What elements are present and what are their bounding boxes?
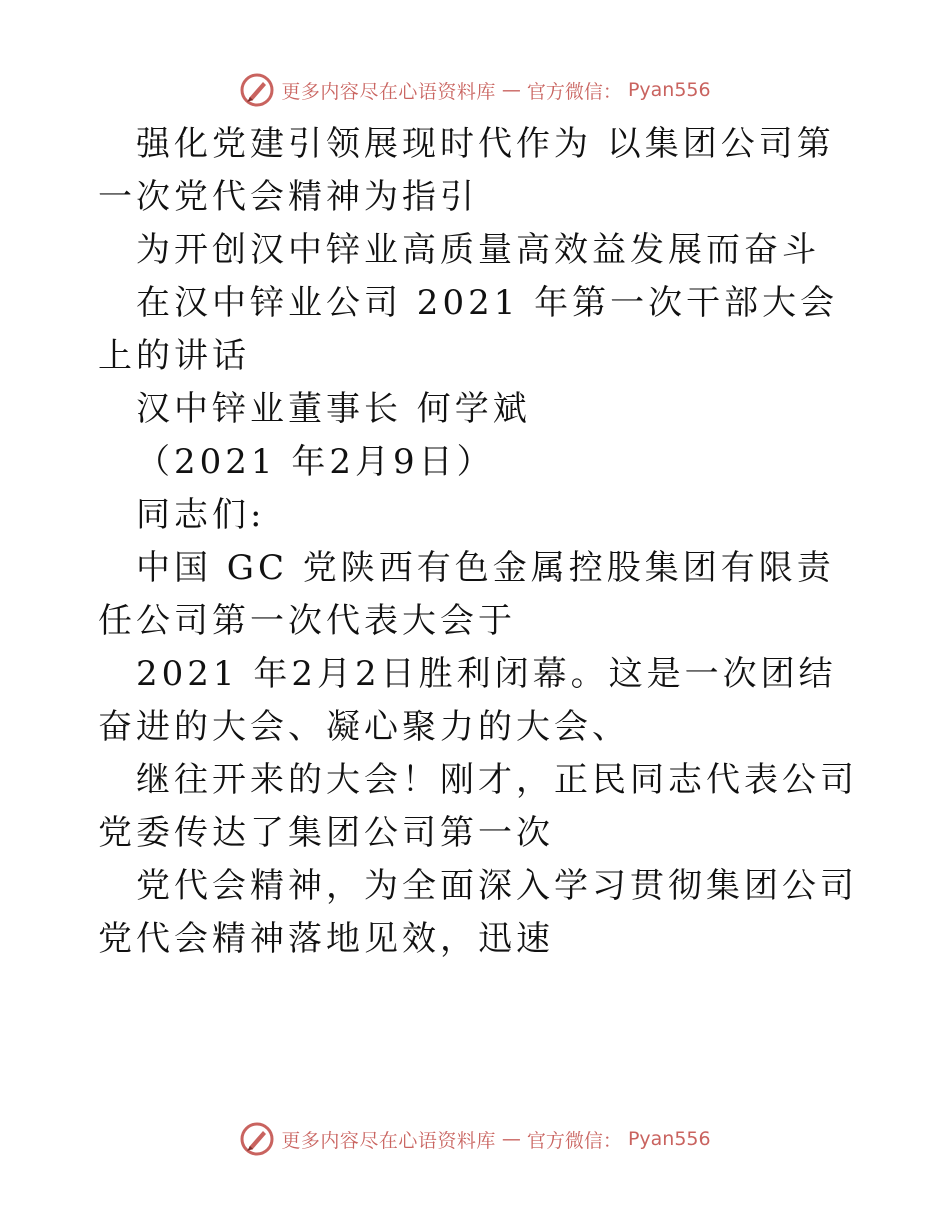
pen-logo-icon [239, 1121, 275, 1157]
watermark-brand: 更多内容尽在心语资料库 [281, 80, 496, 103]
document-body [98, 118, 858, 966]
doc-author-line: 汉中锌业董事长 何学斌 [136, 389, 531, 429]
doc-salutation: 同志们: [136, 495, 266, 535]
watermark-label: 官方微信： [526, 80, 622, 103]
footer-watermark [0, 1121, 950, 1157]
doc-title-line: 强化党建引领展现时代作为 以集团公司第一次党代会精神为指引 [98, 124, 835, 217]
watermark-brand: 更多内容尽在心语资料库 [281, 1129, 496, 1152]
doc-paragraph: 继往开来的大会！刚才，正民同志代表公司党委传达了集团公司第一次 [98, 760, 858, 853]
pen-logo-icon [239, 72, 275, 108]
doc-paragraph: 2021 年2月2日胜利闭幕。这是一次团结奋进的大会、凝心聚力的大会、 [98, 654, 837, 747]
watermark-wechat-id: Pyan556 [627, 1128, 711, 1150]
doc-date-line: （2021 年2月9日） [136, 442, 495, 482]
watermark-separator: — [501, 79, 521, 101]
doc-subtitle-line: 为开创汉中锌业高质量高效益发展而奋斗 [136, 230, 820, 270]
watermark-wechat-id: Pyan556 [627, 79, 711, 101]
doc-paragraph: 中国 GC 党陕西有色金属控股集团有限责任公司第一次代表大会于 [98, 548, 835, 641]
watermark-label: 官方微信： [526, 1129, 622, 1152]
header-watermark [0, 72, 950, 108]
doc-occasion-line: 在汉中锌业公司 2021 年第一次干部大会上的讲话 [98, 283, 839, 376]
watermark-separator: — [501, 1128, 521, 1150]
doc-paragraph: 党代会精神，为全面深入学习贯彻集团公司党代会精神落地见效，迅速 [98, 866, 858, 959]
